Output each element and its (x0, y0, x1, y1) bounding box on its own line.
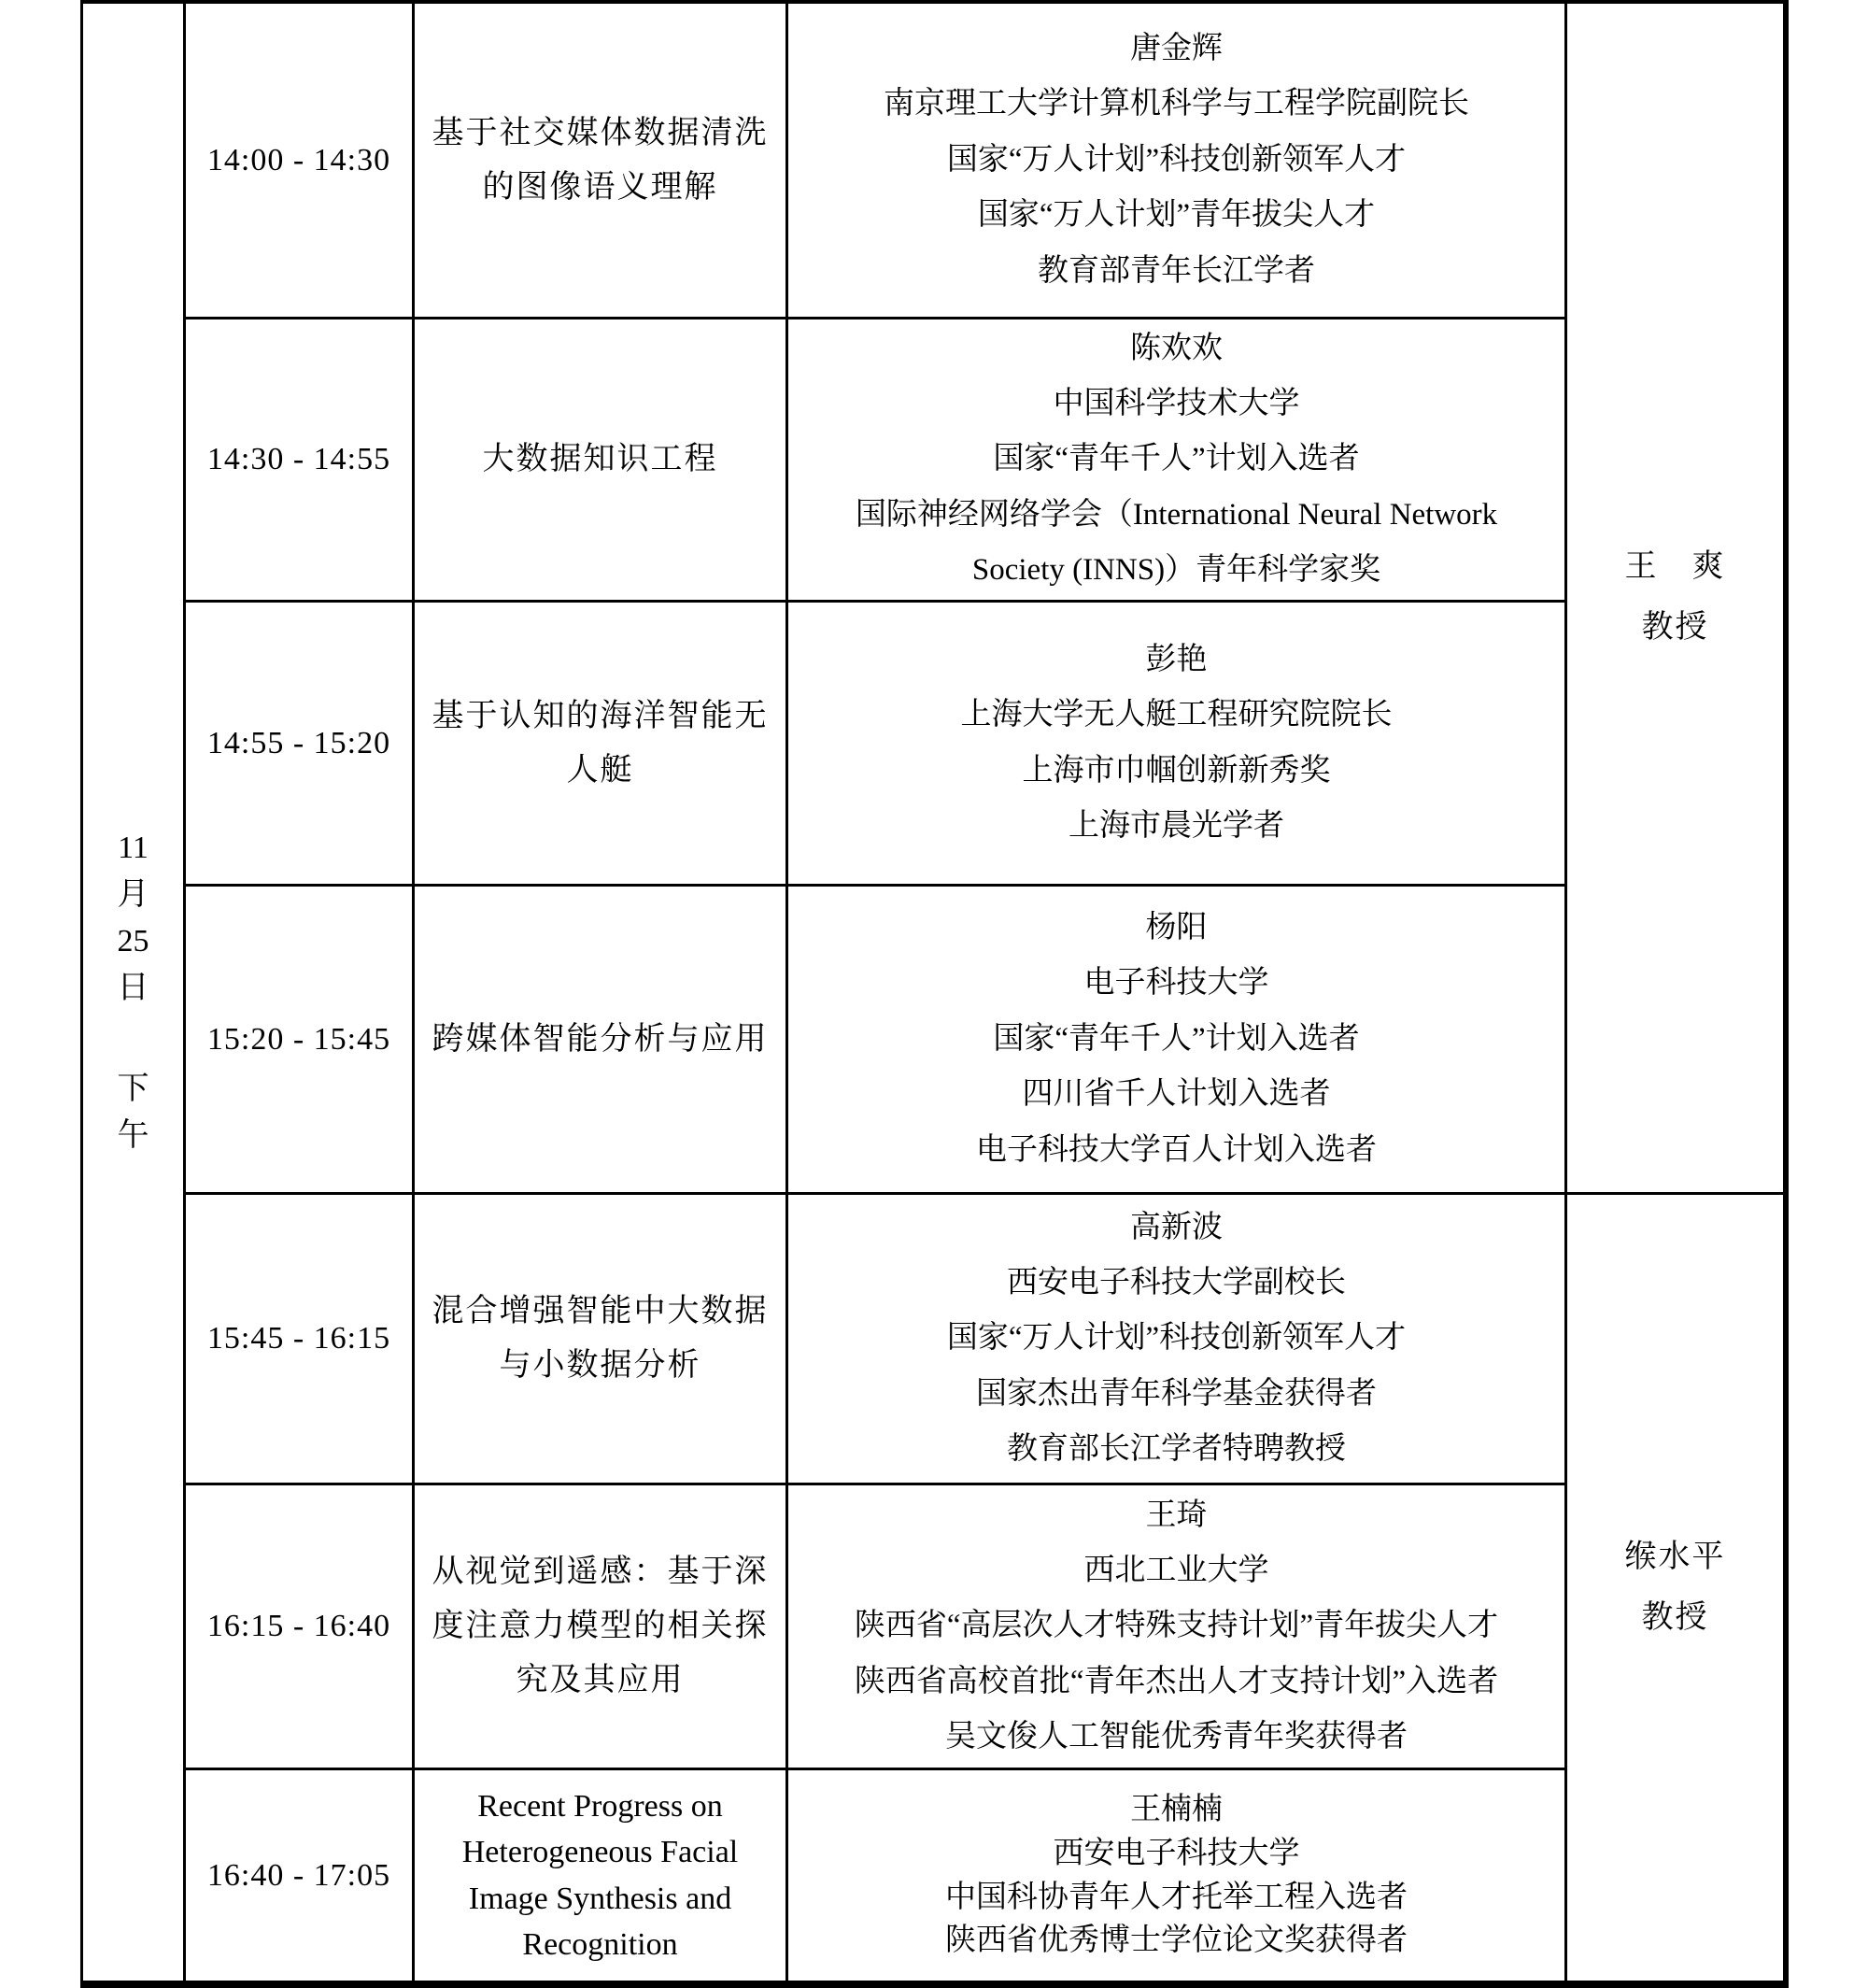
speaker-cell (788, 887, 1567, 1195)
title-line: 与小数据分析 (499, 1348, 701, 1383)
time-cell (186, 603, 415, 887)
speaker-name: 唐金辉 (1130, 32, 1223, 66)
talk-title-cell (415, 603, 788, 887)
speaker-line: 上海市晨光学者 (1068, 808, 1284, 843)
speaker-line: 中国科协青年人才托举工程入选者 (945, 1880, 1408, 1914)
title-line: 的图像语义理解 (482, 169, 718, 205)
speaker-line: 教育部青年长江学者 (1038, 253, 1315, 288)
title-line: 人艇 (566, 752, 634, 788)
speaker-line: 陕西省优秀博士学位论文奖获得者 (945, 1924, 1408, 1958)
speaker-line: 国家“青年千人”计划入选者 (993, 1021, 1360, 1056)
speaker-line: 西安电子科技大学 (1053, 1836, 1300, 1870)
time-text: 15:20 - 15:45 (206, 1021, 391, 1057)
talk-title-cell (415, 1195, 788, 1485)
title-line: 从视觉到遥感：基于深 (432, 1555, 769, 1590)
date-line: 下 (117, 1072, 149, 1106)
speaker-line: 西安电子科技大学副校长 (1007, 1265, 1346, 1299)
speaker-line: 国家“万人计划”青年拔尖人才 (977, 198, 1376, 233)
chair-name: 缑水平 (1624, 1539, 1726, 1574)
speaker-line: 南京理工大学计算机科学与工程学院副院长 (884, 87, 1469, 121)
speaker-cell (788, 1770, 1567, 1981)
date-line: 月 (117, 877, 149, 912)
speaker-name: 杨阳 (1145, 911, 1208, 945)
date-line: 午 (117, 1118, 149, 1153)
talk-title-cell (415, 320, 788, 603)
speaker-line: 中国科学技术大学 (1053, 386, 1300, 420)
time-text: 16:40 - 17:05 (206, 1857, 391, 1893)
title-line: 基于认知的海洋智能无 (432, 698, 769, 733)
talk-title-cell (415, 1770, 788, 1981)
date-line: 日 (117, 971, 149, 1005)
time-text: 14:55 - 15:20 (206, 725, 391, 760)
speaker-line: 陕西省“高层次人才特殊支持计划”青年拔尖人才 (854, 1609, 1499, 1643)
talk-title-cell (415, 4, 788, 320)
time-text: 16:15 - 16:40 (206, 1609, 391, 1643)
talk-title-cell (415, 1485, 788, 1770)
session-chair-cell (1567, 4, 1783, 1195)
time-cell (186, 1770, 415, 1981)
speaker-line: 国家“万人计划”科技创新领军人才 (946, 1321, 1407, 1356)
speaker-line: 上海市巾帼创新新秀奖 (1022, 753, 1331, 788)
speaker-line: 四川省千人计划入选者 (1022, 1077, 1331, 1112)
title-line: Image Synthesis and (468, 1881, 732, 1916)
date-line: 25 (117, 924, 149, 958)
speaker-line: 国际神经网络学会（International Neural Network (855, 497, 1498, 532)
title-line: Heterogeneous Facial (461, 1835, 739, 1870)
speaker-line: 陕西省高校首批“青年杰出人才支持计划”入选者 (854, 1664, 1499, 1698)
title-line: 混合增强智能中大数据 (432, 1294, 769, 1329)
speaker-line: Society (INNS)）青年科学家奖 (971, 553, 1381, 588)
date-line: 11 (118, 831, 149, 865)
time-cell (186, 4, 415, 320)
speaker-cell (788, 603, 1567, 887)
speaker-line: 电子科技大学 (1083, 966, 1269, 1001)
title-line: 大数据知识工程 (482, 442, 718, 477)
title-line: 基于社交媒体数据清洗 (432, 115, 769, 150)
speaker-name: 彭艳 (1145, 642, 1208, 676)
chair-name: 王 爽 (1624, 549, 1726, 585)
time-text: 14:00 - 14:30 (206, 142, 391, 178)
talk-title-cell (415, 887, 788, 1195)
time-cell (186, 1195, 415, 1485)
speaker-cell (788, 4, 1567, 320)
title-line: 跨媒体智能分析与应用 (432, 1021, 769, 1057)
date-cell (83, 4, 186, 1981)
speaker-line: 吴文俊人工智能优秀青年奖获得者 (945, 1720, 1408, 1754)
speaker-name: 陈欢欢 (1130, 331, 1223, 365)
speaker-line: 上海大学无人艇工程研究院院长 (960, 698, 1393, 732)
speaker-line: 国家“万人计划”科技创新领军人才 (946, 142, 1407, 177)
session-chair-cell (1567, 1195, 1783, 1981)
title-line: Recent Progress on (477, 1788, 723, 1824)
speaker-line: 教育部长江学者特聘教授 (1007, 1432, 1346, 1467)
time-text: 15:45 - 16:15 (206, 1321, 391, 1356)
speaker-line: 国家“青年千人”计划入选者 (993, 442, 1360, 476)
time-text: 14:30 - 14:55 (206, 442, 391, 476)
time-cell (186, 1485, 415, 1770)
speaker-line: 国家杰出青年科学基金获得者 (976, 1376, 1377, 1411)
title-line: 度注意力模型的相关探 (432, 1609, 769, 1644)
time-cell (186, 320, 415, 603)
schedule-table (80, 0, 1789, 1988)
speaker-name: 王琦 (1145, 1498, 1208, 1532)
speaker-cell (788, 1485, 1567, 1770)
speaker-line: 电子科技大学百人计划入选者 (976, 1132, 1377, 1167)
title-line: Recognition (522, 1926, 678, 1962)
chair-title: 教授 (1641, 610, 1709, 645)
speaker-cell (788, 320, 1567, 603)
title-line: 究及其应用 (516, 1662, 685, 1697)
time-cell (186, 887, 415, 1195)
speaker-name: 王楠楠 (1130, 1792, 1223, 1826)
speaker-line: 西北工业大学 (1083, 1553, 1269, 1587)
speaker-cell (788, 1195, 1567, 1485)
speaker-name: 高新波 (1130, 1210, 1223, 1244)
chair-title: 教授 (1641, 1599, 1709, 1635)
